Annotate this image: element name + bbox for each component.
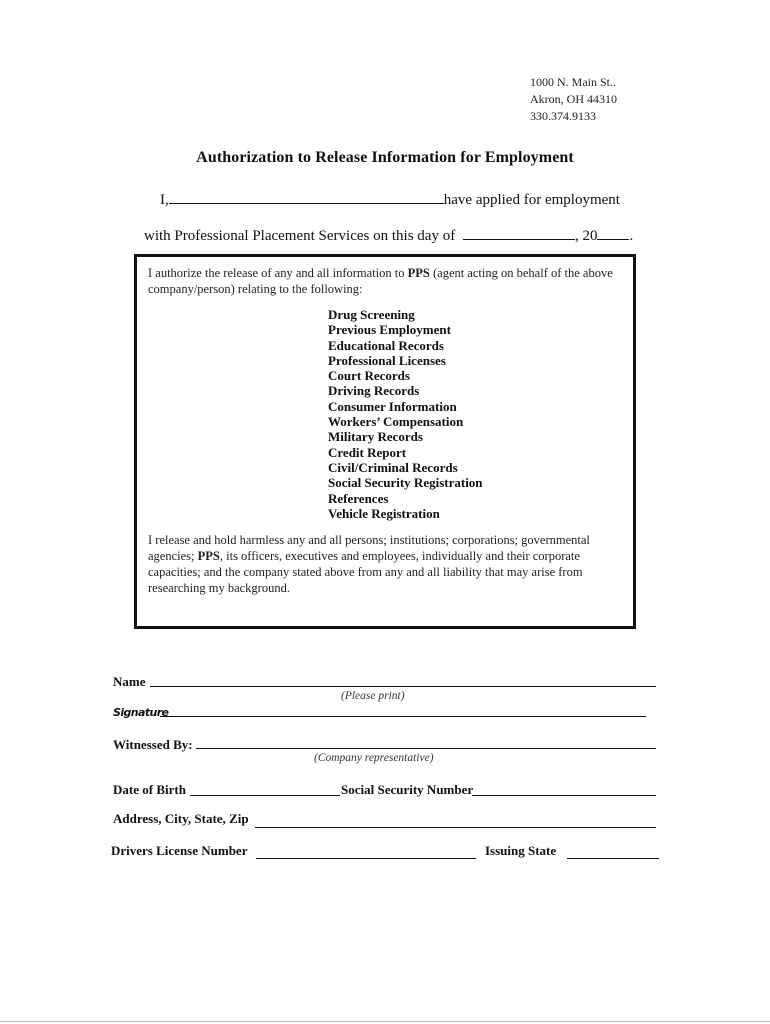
auth-text-1: I authorize the release of any and all information to <box>148 266 408 280</box>
please-print-note: (Please print) <box>341 690 405 702</box>
day-field[interactable] <box>463 226 575 240</box>
list-item: Military Records <box>328 429 423 445</box>
list-item: Workers’ Compensation <box>328 414 464 430</box>
document-title: Authorization to Release Information for Employment <box>196 149 574 166</box>
address-city: Akron, OH 44310 <box>530 92 617 106</box>
address-street: 1000 N. Main St.. <box>530 75 617 89</box>
company-address <box>530 74 617 125</box>
list-item: Vehicle Registration <box>328 505 440 521</box>
list-item: Court Records <box>328 368 410 384</box>
list-item: Social Security Registration <box>328 475 483 491</box>
license-label: Drivers License Number <box>111 843 248 858</box>
list-item: Credit Report <box>328 444 407 460</box>
applied-text: have applied for employment <box>443 192 620 208</box>
release-pps-bold: PPS <box>197 549 220 563</box>
issuing-state-label: Issuing State <box>485 843 557 858</box>
auth-text-2: (agent acting on behalf of the above company/person) relating to the following: <box>148 266 613 296</box>
list-item: Drug Screening <box>328 307 415 322</box>
applicant-name-field[interactable] <box>169 190 444 204</box>
year-prefix: , 20 <box>574 228 598 244</box>
list-item: Driving Records <box>328 383 420 399</box>
list-item: Educational Records <box>328 337 444 353</box>
applicant-line <box>160 190 620 209</box>
release-text-1: I release and hold harmless any and all persons; institutions; corporations; governmental agencies; <box>148 533 590 563</box>
name-label: Name <box>113 674 146 689</box>
list-item: Consumer Information <box>328 398 457 414</box>
list-item: References <box>328 490 389 506</box>
ssn-field[interactable] <box>472 795 656 796</box>
page-bottom-divider <box>0 1021 770 1022</box>
period: . <box>629 228 634 244</box>
release-paragraph <box>148 532 620 596</box>
year-field[interactable] <box>597 226 629 240</box>
address-phone: 330.374.9133 <box>530 109 596 123</box>
dob-label: Date of Birth <box>113 782 186 797</box>
list-item: Previous Employment <box>328 322 451 338</box>
signature-label: Signature <box>113 706 169 719</box>
date-line <box>144 226 633 245</box>
dob-field[interactable] <box>190 795 340 796</box>
release-text-2: , its officers, executives and employees, individually and their corporate capacities; and the company stated above from any and all liability that may arise from researching my background. <box>148 549 583 595</box>
signature-field[interactable] <box>160 716 646 717</box>
with-text: with Professional Placement Services on this day of <box>144 228 456 244</box>
address-field[interactable] <box>255 827 656 828</box>
issuing-state-field[interactable] <box>567 858 659 859</box>
ssn-label: Social Security Number <box>341 782 474 797</box>
i-prefix: I, <box>160 192 169 208</box>
list-item: Civil/Criminal Records <box>328 459 458 475</box>
address-label: Address, City, State, Zip <box>113 811 249 826</box>
records-list <box>328 307 483 521</box>
company-rep-note: (Company representative) <box>314 752 434 764</box>
auth-pps-bold: PPS <box>407 266 430 280</box>
witnessed-label: Witnessed By: <box>113 737 193 752</box>
authorization-paragraph <box>148 265 618 297</box>
witnessed-field[interactable] <box>196 748 656 749</box>
name-field[interactable] <box>150 686 656 687</box>
list-item: Professional Licenses <box>328 352 446 368</box>
license-field[interactable] <box>256 858 476 859</box>
